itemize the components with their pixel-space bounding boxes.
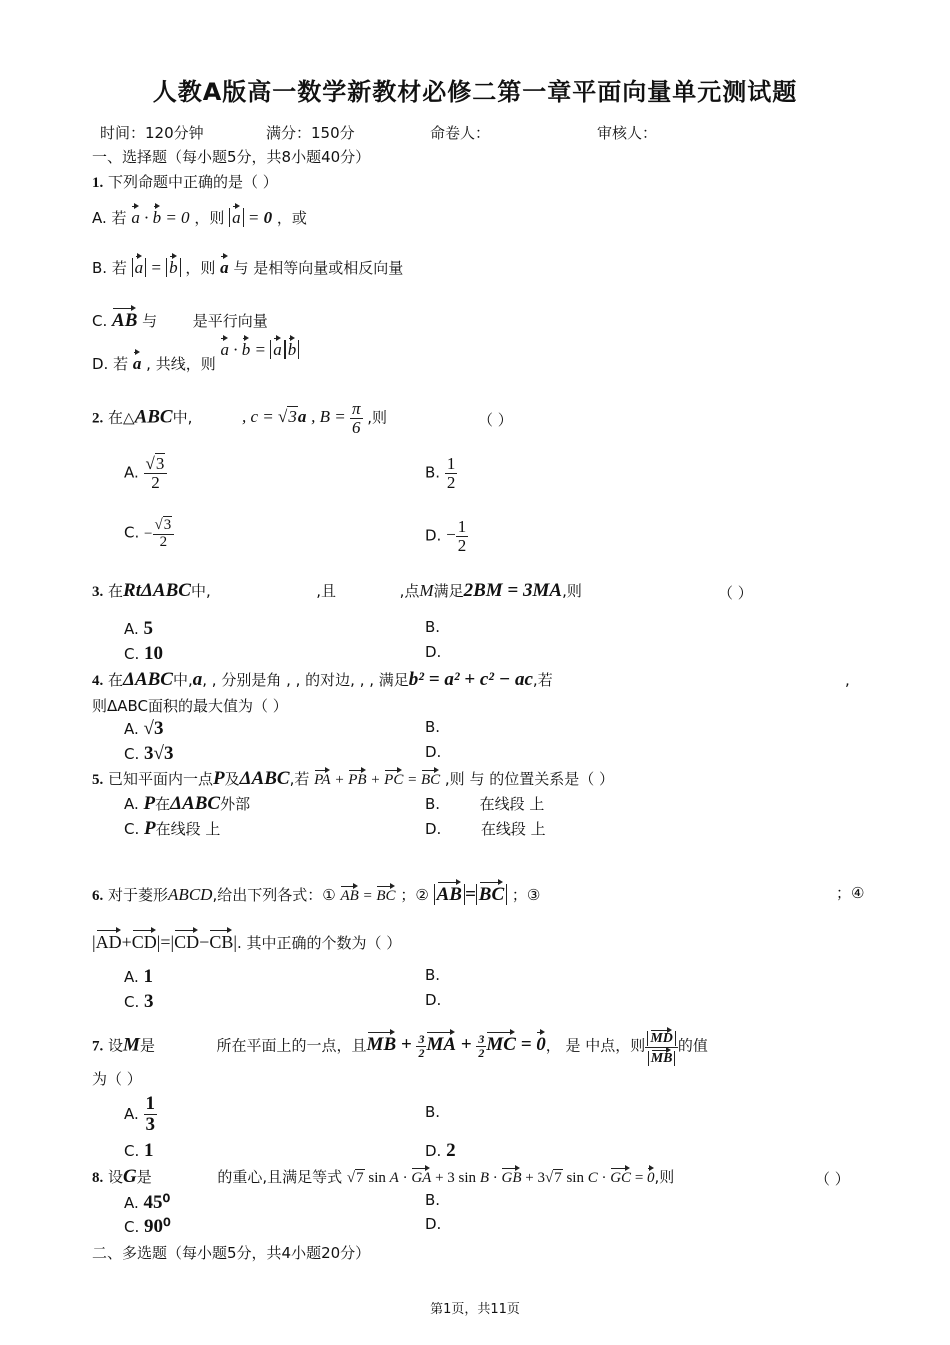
formula-abs-ab-eq-abs-bc: AB = BC	[434, 884, 508, 905]
q8-answer-paren: （ ）	[815, 1170, 850, 1188]
formula-md-over-mb: $\frac{MD}{MB}$	[645, 1039, 678, 1054]
option-text: ，则	[194, 209, 225, 227]
question-stem: 中,	[172, 408, 193, 427]
option-text: 在线段 上	[480, 820, 546, 838]
fraction-1-over-3: $\frac{1}{3}$	[145, 1093, 156, 1135]
question-stem: 及	[224, 770, 240, 788]
triangle-label: RtΔABC	[123, 580, 191, 601]
q6-option-c	[124, 991, 154, 1013]
option-value: √3	[143, 718, 164, 739]
q8-option-c	[124, 1215, 171, 1238]
question-5	[92, 768, 614, 790]
option-value: 10	[144, 643, 164, 664]
question-8	[92, 1166, 674, 1188]
option-text: ，或	[276, 209, 307, 227]
q7-stem-line2: 为（ ）	[92, 1070, 142, 1088]
c-label: , c =	[241, 407, 278, 427]
q4-stem-line2: 则ΔABC面积的最大值为（ ）	[92, 697, 288, 715]
option-label: A.	[124, 1194, 139, 1212]
option-label: D. 若	[92, 355, 129, 373]
fraction-sqrt3-over-2: $\frac{√3}{2}$	[144, 462, 168, 481]
question-stem: 所在平面上的一点，且	[216, 1036, 367, 1055]
question-stem: ,且	[316, 582, 337, 600]
option-value: 45⁰	[143, 1192, 171, 1213]
point-P: P	[213, 768, 225, 789]
q1-option-a	[92, 204, 307, 228]
q3-option-c	[124, 643, 163, 665]
q7-option-c	[124, 1140, 154, 1162]
option-label: C.	[92, 312, 108, 330]
point-P: P	[143, 793, 156, 814]
triangle-label: ΔABC	[239, 768, 290, 789]
question-number: 1.	[92, 175, 104, 191]
question-stem: . 其中正确的个数为（ ）	[236, 934, 402, 952]
option-text: 在线段 上	[479, 795, 545, 813]
option-label: C.	[124, 993, 140, 1011]
q2-option-a	[124, 455, 167, 492]
formula-c-eq: , c = √3a	[241, 407, 307, 427]
exam-author: 命卷人：	[430, 124, 491, 142]
q5-option-b	[425, 793, 544, 814]
question-number: 3.	[92, 584, 104, 600]
point-M: M	[419, 581, 434, 600]
option-value: 2	[446, 1140, 456, 1161]
q4-comma: ,	[845, 671, 850, 689]
option-text: 外部	[220, 795, 251, 813]
option-label: C.	[124, 645, 140, 663]
question-stem: 设	[108, 1036, 124, 1055]
option-label: B. 若	[92, 259, 127, 277]
option-text: ，则	[185, 259, 216, 277]
section-1-heading: 一、选择题（每小题5分，共8小题40分）	[92, 148, 371, 166]
question-stem: ， 是 中点，则	[545, 1036, 646, 1055]
question-stem: 对于菱形	[108, 886, 169, 904]
q7-option-a	[124, 1094, 157, 1135]
formula-abs-a: a = 0	[229, 208, 272, 227]
question-stem: 满足	[433, 582, 464, 600]
point-M: M	[123, 1034, 140, 1056]
q4-option-d: D.	[425, 743, 442, 761]
q5-option-d	[425, 818, 546, 839]
option-label: A.	[124, 968, 139, 986]
page-footer: 第1页，共11页	[430, 1302, 520, 1317]
option-value: 3	[144, 991, 154, 1012]
formula-a-dot-b: a · b = 0	[131, 208, 189, 227]
exam-time: 时间：120分钟	[100, 124, 204, 142]
B-label: , B =	[311, 407, 350, 427]
q1-option-b	[92, 254, 403, 278]
option-text: 与	[142, 312, 158, 330]
formula-abs-equal: a = b	[132, 258, 181, 277]
q3-answer-paren: （ ）	[718, 584, 753, 602]
option-value: 1	[143, 966, 154, 987]
option-text: 在线段 上	[155, 820, 221, 838]
fraction-neg-sqrt3-over-2: − $\frac{√3}{2}$	[144, 526, 174, 542]
question-stem: ,则 与 的位置关系是（ ）	[444, 770, 614, 788]
question-stem: ,则	[654, 1168, 675, 1186]
option-label: A.	[124, 1104, 139, 1123]
option-value: 5	[143, 618, 154, 639]
side-a: a	[192, 669, 203, 690]
option-text: 在	[155, 795, 171, 813]
exam-reviewer: 审核人：	[597, 124, 658, 142]
q7-option-d	[425, 1140, 456, 1162]
option-label: A.	[124, 620, 139, 638]
question-stem: ；②	[400, 886, 429, 904]
question-number: 5.	[92, 772, 104, 788]
option-label: C.	[124, 820, 140, 838]
triangle-label: ΔABC	[123, 669, 173, 690]
q4-option-b: B.	[425, 718, 441, 736]
section-2-heading: 二、多选题（每小题5分，共4小题20分）	[92, 1244, 371, 1262]
formula-2bm-3ma: 2BM = 3MA	[463, 580, 563, 601]
formula-ab-eq-bc: AB = BC	[340, 888, 395, 904]
q6-option-d: D.	[425, 991, 442, 1009]
exam-score: 满分：150分	[266, 124, 355, 142]
formula-B-eq: , B = $\frac{\pi}{6}$	[311, 399, 361, 437]
option-text: 与 是相等向量或相反向量	[233, 259, 404, 277]
question-stem: 在	[108, 582, 124, 600]
question-6	[92, 880, 540, 906]
q2-option-b	[425, 455, 457, 492]
fraction-neg-1-over-2: − $\frac{1}{2}$	[446, 517, 467, 555]
question-stem: 的值	[677, 1036, 708, 1055]
question-stem: 中,	[172, 671, 193, 689]
q2-option-d	[425, 518, 468, 555]
option-label: C.	[124, 1218, 140, 1236]
option-label: B.	[425, 795, 441, 813]
q8-option-b: B.	[425, 1191, 441, 1209]
q3-option-b: B.	[425, 618, 441, 636]
question-stem: 在△	[108, 408, 135, 427]
question-stem: 在	[108, 671, 124, 689]
question-stem: 已知平面内一点	[108, 770, 214, 788]
question-stem: ,则	[367, 408, 388, 427]
q3-option-d: D.	[425, 643, 442, 661]
q7-option-b: B.	[425, 1103, 441, 1121]
option-text: 是平行向量	[192, 312, 268, 330]
question-number: 2.	[92, 410, 104, 427]
question-stem: , , 分别是角 , , 的对边, , , 满足	[202, 671, 409, 689]
option-value: 3√3	[144, 743, 174, 764]
question-stem: 中,	[190, 582, 211, 600]
formula-b2-a2-c2-ac: b² = a² + c² − ac	[408, 669, 533, 690]
fraction-1-over-2: $\frac{1}{2}$	[446, 454, 456, 492]
q1-option-c	[92, 306, 268, 332]
option-label: C.	[124, 523, 140, 542]
question-stem: 的重心,且满足等式	[217, 1168, 343, 1186]
q2-option-c	[124, 518, 174, 551]
q4-option-a	[124, 718, 163, 740]
formula-ad-cd-cd-cb: |AD+CD|=|CD−CB|	[92, 932, 237, 952]
formula-pa-pb-pc-bc: PA + PB + PC = BC	[314, 772, 440, 788]
q6-option-a	[124, 966, 153, 988]
question-number: 8.	[92, 1170, 104, 1186]
question-number: 4.	[92, 673, 104, 689]
question-stem: 是	[136, 1168, 152, 1186]
question-stem: 下列命题中正确的是（ ）	[108, 173, 278, 191]
option-label: D.	[425, 1142, 442, 1160]
formula-mb-ma-mc-zero: MB + $\frac{3}{2}$ MA + $\frac{3}{2}$ MC = 0	[366, 1031, 546, 1060]
q4-option-c	[124, 743, 173, 765]
q5-option-a	[124, 793, 250, 815]
option-label: A.	[124, 463, 139, 482]
option-text: , 共线，则	[146, 355, 216, 373]
page-title: 人教A版高一数学新教材必修二第一章平面向量单元测试题	[152, 78, 798, 106]
question-stem: ,则	[562, 582, 582, 600]
question-stem: ,若	[532, 671, 553, 689]
option-label: A. 若	[92, 209, 127, 227]
question-stem: ,给出下列各式：①	[212, 886, 336, 904]
question-3	[92, 580, 582, 602]
formula-dot-product-abs: a · b = a b	[220, 340, 299, 359]
option-value: 1	[144, 1140, 154, 1161]
formula-vec-ab: AB	[112, 310, 137, 331]
option-label: A.	[124, 720, 139, 738]
q8-option-d: D.	[425, 1215, 442, 1233]
formula-centroid-equation: √7 sin A · GA + 3 sin B · GB + 3√7 sin C · GC = 0	[347, 1170, 655, 1186]
question-7	[92, 1028, 708, 1066]
triangle-label: ΔABC	[170, 793, 221, 814]
q6-stem-line2	[92, 928, 401, 953]
q2-answer-paren: （ ）	[478, 411, 513, 429]
question-1	[92, 171, 278, 192]
question-number: 7.	[92, 1038, 104, 1055]
option-label: A.	[124, 795, 139, 813]
question-4	[92, 669, 553, 691]
point-P: P	[144, 818, 156, 839]
q6-item-4-label: ；④	[836, 884, 865, 902]
option-label: D.	[425, 820, 442, 838]
question-stem: ,若	[289, 770, 310, 788]
q3-option-a	[124, 618, 153, 640]
point-G: G	[123, 1166, 137, 1187]
rhombus-label: ABCD	[168, 885, 213, 904]
question-stem: ；③	[511, 886, 541, 904]
question-stem: ,点	[399, 582, 420, 600]
formula-vec-a: a	[220, 258, 229, 277]
formula-vec-a: a	[133, 354, 142, 373]
question-number: 6.	[92, 888, 104, 904]
question-stem: 设	[108, 1168, 124, 1186]
option-value: 90⁰	[144, 1216, 171, 1237]
option-label: C.	[124, 1142, 140, 1160]
triangle-label: ABC	[134, 406, 173, 428]
option-label: D.	[425, 526, 442, 545]
q1-option-d	[92, 340, 299, 374]
question-stem: 是	[139, 1036, 155, 1055]
question-2	[92, 400, 387, 437]
option-label: C.	[124, 745, 140, 763]
q6-option-b: B.	[425, 966, 441, 984]
q5-option-c	[124, 818, 220, 840]
option-label: B.	[425, 463, 441, 482]
q8-option-a	[124, 1191, 170, 1214]
